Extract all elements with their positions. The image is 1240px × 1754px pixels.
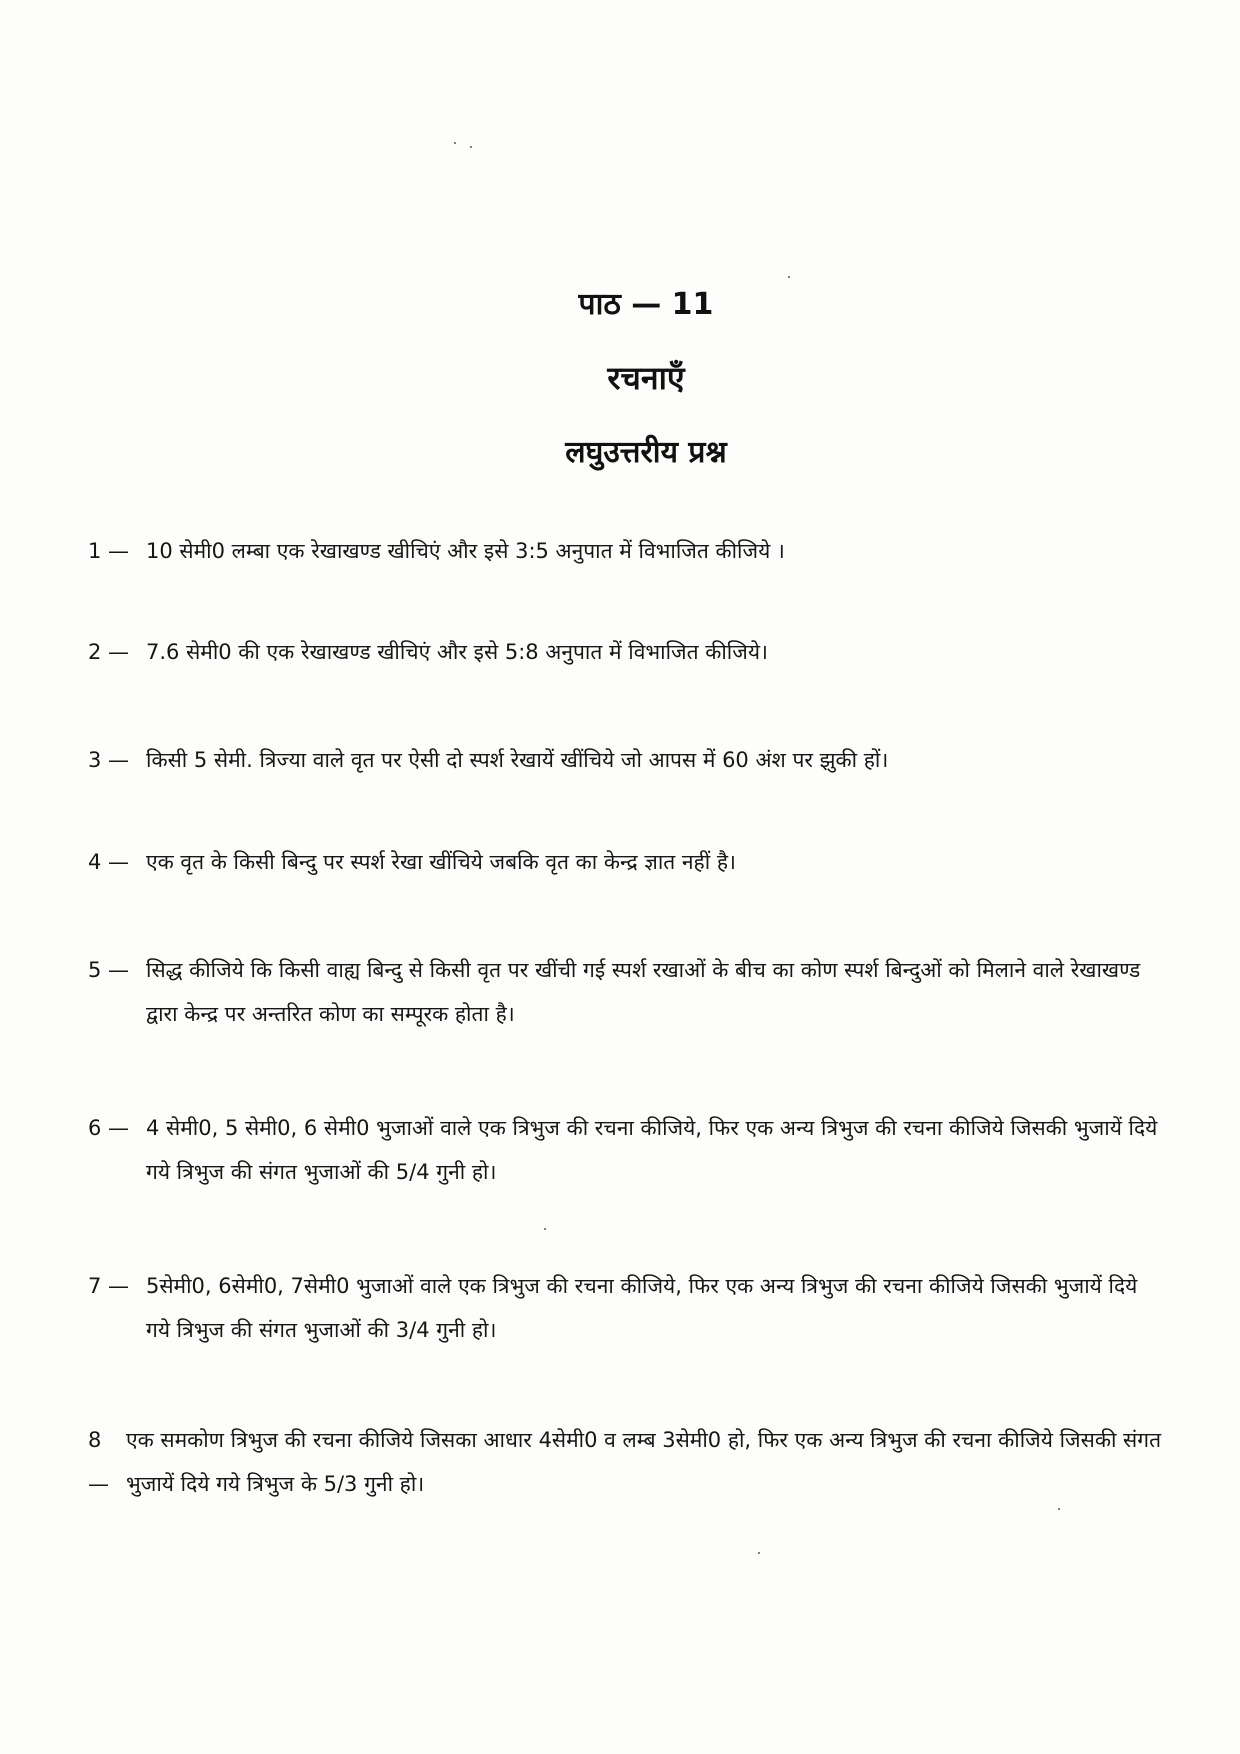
question-number: 6 —: [88, 1116, 130, 1140]
question-text: एक वृत के किसी बिन्दु पर स्पर्श रेखा खींचिये जबकि वृत का केन्द्र ज्ञात नहीं है।: [146, 850, 736, 874]
scan-speck: [470, 146, 472, 148]
question-4: [88, 840, 1168, 884]
question-number: 2 —: [88, 640, 130, 664]
scan-speck: [758, 1552, 760, 1554]
question-text: 4 सेमी0, 5 सेमी0, 6 सेमी0 भुजाओं वाले एक त्रिभुज की रचना कीजिये, फिर एक अन्य त्रिभुज की रचना कीजिये जिसकी भुजायें दिये गये त्रिभुज की संगत भुजाओं की 5/4 गुनी हो।: [146, 1116, 1158, 1184]
scan-speck: [544, 1228, 546, 1230]
question-number: 7 —: [88, 1274, 130, 1298]
question-text: 7.6 सेमी0 की एक रेखाखण्ड खीचिएं और इसे 5:8 अनुपात में विभाजित कीजिये।: [146, 640, 768, 664]
question-6: [88, 1106, 1168, 1194]
question-text: 5सेमी0, 6सेमी0, 7सेमी0 भुजाओं वाले एक त्रिभुज की रचना कीजिये, फिर एक अन्य त्रिभुज की रचना कीजिये जिसकी भुजायें दिये गये त्रिभुज की संगत भुजाओं की 3/4 गुनी हो।: [146, 1274, 1138, 1342]
question-text: एक समकोण त्रिभुज की रचना कीजिये जिसका आधार 4सेमी0 व लम्ब 3सेमी0 हो, फिर एक अन्य त्रिभुज की रचना कीजिये जिसकी संगत भुजायें दिये गये त्रिभुज के 5/3 गुनी हो।: [126, 1428, 1162, 1496]
scan-speck: [788, 276, 790, 278]
scan-speck: [1058, 1508, 1060, 1510]
topic-heading: रचनाएँ: [607, 359, 685, 397]
question-number: 8 —: [88, 1428, 109, 1496]
chapter-heading: पाठ — 11: [578, 287, 714, 322]
question-1: [88, 529, 1168, 573]
question-3: [88, 738, 1168, 782]
question-text: किसी 5 सेमी. त्रिज्या वाले वृत पर ऐसी दो स्पर्श रेखायें खींचिये जो आपस में 60 अंश पर झुकी हों।: [146, 748, 889, 772]
scan-speck: [454, 142, 456, 144]
section-heading: लघुउत्तरीय प्रश्न: [565, 435, 727, 470]
question-8: [88, 1418, 1168, 1506]
question-number: 3 —: [88, 748, 130, 772]
question-number: 5 —: [88, 958, 130, 982]
question-number: 4 —: [88, 850, 130, 874]
question-text: 10 सेमी0 लम्बा एक रेखाखण्ड खीचिएं और इसे 3:5 अनुपात में विभाजित कीजिये ।: [146, 539, 785, 563]
question-text: सिद्ध कीजिये कि किसी वाह्य बिन्दु से किसी वृत पर खींची गई स्पर्श रखाओं के बीच का कोण स्पर्श बिन्दुओं को मिलाने वाले रेखाखण्ड द्वारा केन्द्र पर अन्तरित कोण का सम्पूरक होता है।: [146, 958, 1141, 1026]
question-7: [88, 1264, 1168, 1352]
question-number: 1 —: [88, 539, 130, 563]
question-5: [88, 948, 1168, 1036]
question-2: [88, 630, 1168, 674]
